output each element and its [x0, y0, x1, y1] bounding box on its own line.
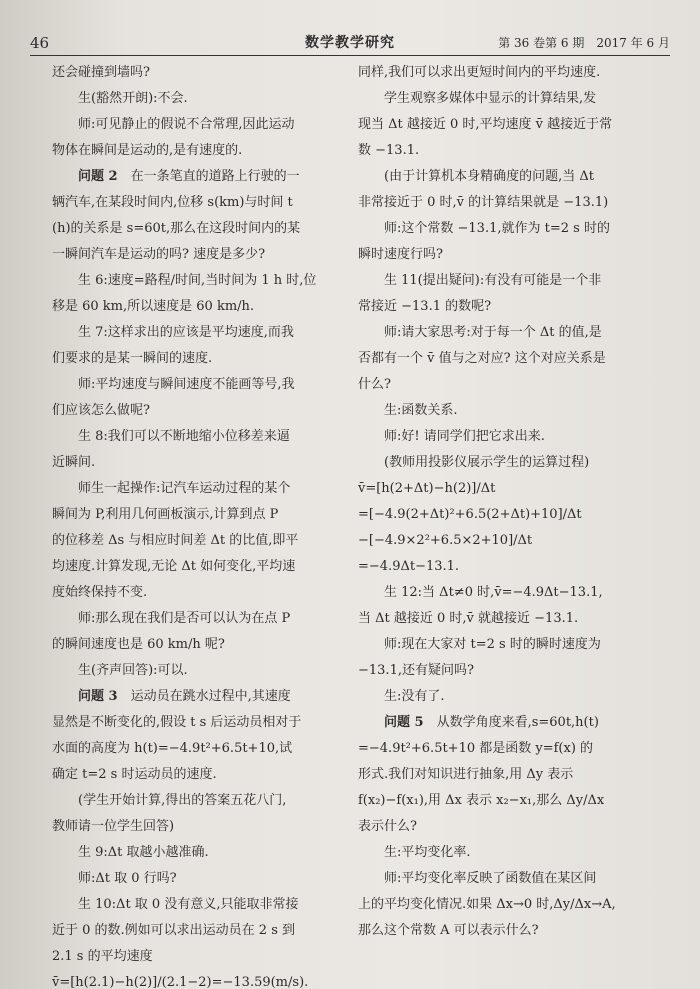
page-header: [30, 30, 670, 56]
right-line: =−4.9Δt−13.1.: [358, 559, 460, 574]
journal-title: 数学教学研究: [305, 35, 395, 51]
right-line: (由于计算机本身精确度的问题,当 Δt: [384, 169, 594, 184]
line-text: 在一条笔直的道路上行驶的一: [117, 169, 300, 184]
left-line: 度始终保持不变.: [52, 585, 148, 600]
right-line: 常接近 −13.1 的数呢?: [358, 299, 492, 314]
left-line: 生(齐声回答):可以.: [78, 663, 188, 678]
right-line: 数 −13.1.: [358, 143, 420, 158]
left-line: v̄=[h(2.1)−h(2)]/(2.1−2)=−13.59(m/s).: [52, 975, 309, 989]
left-line: [52, 684, 342, 710]
left-line: 瞬间为 P,利用几何画板演示,计算到点 P: [52, 507, 279, 522]
line-text: 运动员在跳水过程中,其速度: [117, 689, 291, 704]
left-line: 师:那么现在我们是否可以认为在点 P: [78, 611, 291, 626]
right-line: 形式.我们对知识进行抽象,用 Δy 表示: [358, 767, 574, 782]
left-line: 还会碰撞到墙吗?: [52, 65, 150, 80]
left-line: 近瞬间.: [52, 455, 96, 470]
left-line: 一瞬间汽车是运动的吗? 速度是多少?: [52, 247, 266, 262]
left-line: 师生一起操作:记汽车运动过程的某个: [78, 481, 291, 496]
right-line: 上的平均变化情况.如果 Δx→0 时,Δy/Δx→A,: [358, 897, 616, 912]
right-line: (教师用投影仪展示学生的运算过程): [384, 455, 590, 470]
right-line: 瞬时速度行吗?: [358, 247, 443, 262]
problem-label: 问题 3: [78, 689, 118, 704]
right-line: 什么?: [358, 377, 391, 392]
right-line: 非常接近于 0 时,v̄ 的计算结果就是 −13.1): [358, 195, 609, 210]
right-line: f(x₂)−f(x₁),用 Δx 表示 x₂−x₁,那么 Δy/Δx: [358, 793, 605, 808]
right-line: 生 12:当 Δt≠0 时,v̄=−4.9Δt−13.1,: [384, 585, 603, 600]
right-line: −[−4.9×2²+6.5×2+10]/Δt: [358, 533, 533, 548]
left-line: 们要求的是某一瞬间的速度.: [52, 351, 213, 366]
right-line: 那么这个常数 A 可以表示什么?: [358, 923, 539, 938]
left-line: 辆汽车,在某段时间内,位移 s(km)与时间 t: [52, 195, 293, 210]
left-line: 确定 t=2 s 时运动员的速度.: [52, 767, 217, 782]
right-line: 同样,我们可以求出更短时间内的平均速度.: [358, 65, 601, 80]
left-line: 生 8:我们可以不断地缩小位移差来逼: [78, 429, 290, 444]
left-line: 生(豁然开朗):不会.: [78, 91, 188, 106]
right-line: 当 Δt 越接近 0 时,v̄ 就越接近 −13.1.: [358, 611, 579, 626]
left-line: 教师请一位学生回答): [52, 819, 175, 834]
left-line: 生 10:Δt 取 0 没有意义,只能取非常接: [78, 897, 299, 912]
issue-info: 第 36 卷第 6 期 2017 年 6 月: [498, 36, 670, 50]
left-line: 2.1 s 的平均速度: [52, 949, 153, 964]
right-line: 师:平均变化率反映了函数值在某区间: [384, 871, 597, 886]
left-column: [52, 60, 342, 989]
right-line: 表示什么?: [358, 819, 417, 834]
right-line: 现当 Δt 越接近 0 时,平均速度 v̄ 越接近于常: [358, 117, 613, 132]
right-line: 生:没有了.: [384, 689, 445, 704]
right-line: 生:函数关系.: [384, 403, 458, 418]
left-line: (h)的关系是 s=60t,那么在这段时间内的某: [52, 221, 301, 236]
left-line: (学生开始计算,得出的答案五花八门,: [78, 793, 287, 808]
right-line: =−4.9t²+6.5t+10 都是函数 y=f(x) 的: [358, 741, 594, 756]
problem-label: 问题 5: [384, 715, 424, 730]
right-line: [358, 710, 658, 736]
right-line: 师:这个常数 −13.1,就作为 t=2 s 时的: [384, 221, 610, 236]
left-line: 水面的高度为 h(t)=−4.9t²+6.5t+10,试: [52, 741, 293, 756]
left-line: 生 7:这样求出的应该是平均速度,而我: [78, 325, 294, 340]
left-line: 师:可见静止的假说不合常理,因此运动: [78, 117, 295, 132]
left-line: 近于 0 的数.例如可以求出运动员在 2 s 到: [52, 923, 296, 938]
left-line: 均速度.计算发现,无论 Δt 如何变化,平均速: [52, 559, 296, 574]
right-line: 生 11(提出疑问):有没有可能是一个非: [384, 273, 602, 288]
left-line: [52, 164, 342, 190]
right-line: =[−4.9(2+Δt)²+6.5(2+Δt)+10]/Δt: [358, 507, 582, 522]
right-line: v̄=[h(2+Δt)−h(2)]/Δt: [358, 481, 496, 496]
line-text: 从数学角度来看,s=60t,h(t): [423, 715, 599, 730]
right-line: 生:平均变化率.: [384, 845, 471, 860]
left-line: 生 9:Δt 取越小越准确.: [78, 845, 209, 860]
left-line: 物体在瞬间是运动的,是有速度的.: [52, 143, 243, 158]
left-line: 师:平均速度与瞬间速度不能画等号,我: [78, 377, 295, 392]
right-line: −13.1,还有疑问吗?: [358, 663, 474, 678]
right-line: 师:好! 请同学们把它求出来.: [384, 429, 545, 444]
left-line: 们应该怎么做呢?: [52, 403, 150, 418]
problem-label: 问题 2: [78, 169, 118, 184]
right-line: 学生观察多媒体中显示的计算结果,发: [384, 91, 597, 106]
page-number: 46: [30, 34, 50, 52]
left-line: 的位移差 Δs 与相应时间差 Δt 的比值,即平: [52, 533, 299, 548]
right-line: 否都有一个 v̄ 值与之对应? 这个对应关系是: [358, 351, 606, 366]
left-line: 生 6:速度=路程/时间,当时间为 1 h 时,位: [78, 273, 317, 288]
left-line: 移是 60 km,所以速度是 60 km/h.: [52, 299, 255, 314]
right-line: 师:请大家思考:对于每一个 Δt 的值,是: [384, 325, 602, 340]
left-line: 显然是不断变化的,假设 t s 后运动员相对于: [52, 715, 302, 730]
header-rule: [30, 55, 670, 56]
left-line: 师:Δt 取 0 行吗?: [78, 871, 177, 886]
left-line: 的瞬间速度也是 60 km/h 呢?: [52, 637, 225, 652]
right-column: [358, 60, 658, 944]
right-line: 师:现在大家对 t=2 s 时的瞬时速度为: [384, 637, 601, 652]
